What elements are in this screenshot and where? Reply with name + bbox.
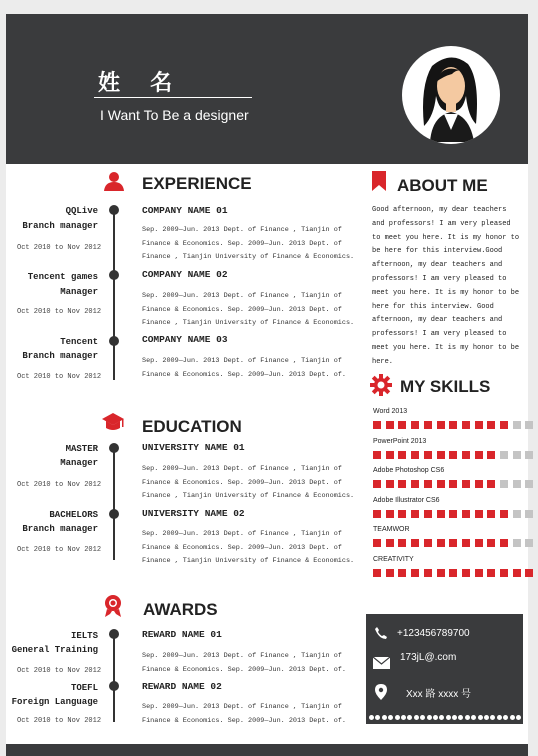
skill-square [424, 510, 432, 518]
skill-square [398, 569, 406, 577]
skill-square [386, 480, 394, 488]
university-name: UNIVERSITY NAME 02 [142, 508, 245, 519]
education-date: Oct 2010 to Nov 2012 [17, 546, 102, 554]
skill-square [475, 539, 483, 547]
email-address: 173jL@.com [400, 652, 457, 663]
decor-dot [382, 715, 387, 720]
skill-square [475, 510, 483, 518]
award-name-short: TOEFL [70, 683, 98, 693]
decor-dot [510, 715, 515, 720]
skill-square [487, 451, 495, 459]
skill-square [475, 480, 483, 488]
skill-square [525, 421, 533, 429]
decor-dot [497, 715, 502, 720]
skill-square [411, 569, 419, 577]
skill-square [424, 480, 432, 488]
skill-square [437, 569, 445, 577]
phone-icon [374, 626, 388, 645]
skill-name: Word 2013 [373, 408, 408, 415]
skill-level-bar [373, 451, 513, 459]
reward-description: Sep. 2009—Jun. 2013 Dept. of Finance , Tianjin of Finance & Economics. Sep. 2009—Jun. 2013 Dept. of. [142, 652, 346, 674]
skill-square [525, 480, 533, 488]
decor-dot [484, 715, 489, 720]
skill-square [386, 539, 394, 547]
reward-name: REWARD NAME 02 [142, 681, 222, 692]
skill-name: PowerPoint 2013 [373, 437, 427, 445]
decor-dot [452, 715, 457, 720]
company-name: COMPANY NAME 03 [142, 334, 228, 345]
skill-square [424, 539, 432, 547]
skill-square [411, 539, 419, 547]
skill-square [500, 539, 508, 547]
experience-company-short: Tencent [60, 337, 98, 347]
decor-dot [427, 715, 432, 720]
skill-name: Adobe Illustrator CS6 [373, 496, 440, 504]
award-date: Oct 2010 to Nov 2012 [17, 667, 102, 675]
decor-dot [516, 715, 521, 720]
skill-square [424, 569, 432, 577]
graduation-cap-icon [101, 411, 125, 438]
skill-square [525, 539, 533, 547]
skill-square [500, 510, 508, 518]
experience-role: Manager [60, 287, 98, 297]
resume-page [6, 14, 528, 756]
experience-title: EXPERIENCE [142, 174, 252, 193]
awards-title: AWARDS [143, 600, 218, 619]
timeline-dot [109, 270, 119, 280]
skill-square [525, 569, 533, 577]
decor-dot [401, 715, 406, 720]
skill-square [449, 539, 457, 547]
experience-timeline [113, 208, 115, 380]
skill-square [487, 421, 495, 429]
decor-dot [446, 715, 451, 720]
skill-square [411, 510, 419, 518]
bookmark-icon [372, 171, 386, 196]
header-banner [6, 14, 528, 164]
skill-square [513, 569, 521, 577]
person-icon [103, 171, 125, 196]
skill-level-bar [373, 569, 513, 577]
skill-square [449, 451, 457, 459]
dot-decoration [369, 715, 521, 721]
company-description: Sep. 2009—Jun. 2013 Dept. of Finance , Tianjin of Finance & Economics. Sep. 2009—Jun. 2013 Dept. of. [142, 357, 346, 379]
decor-dot [369, 715, 374, 720]
skill-square [386, 510, 394, 518]
awards-timeline [113, 630, 115, 722]
skill-square [437, 451, 445, 459]
decor-dot [490, 715, 495, 720]
skill-square [513, 421, 521, 429]
decor-dot [439, 715, 444, 720]
education-degree: MASTER [65, 444, 98, 454]
skill-square [462, 421, 470, 429]
award-name-short: IELTS [70, 631, 98, 641]
contact-box [366, 614, 523, 724]
skill-square [513, 510, 521, 518]
decor-dot [407, 715, 412, 720]
timeline-dot [109, 681, 119, 691]
experience-date: Oct 2010 to Nov 2012 [17, 308, 102, 316]
timeline-dot [109, 509, 119, 519]
skill-level-bar [373, 421, 513, 429]
education-timeline [113, 444, 115, 560]
experience-date: Oct 2010 to Nov 2012 [17, 244, 102, 252]
award-subtitle: Foreign Language [11, 697, 98, 707]
education-role: Manager [60, 458, 98, 468]
reward-description: Sep. 2009—Jun. 2013 Dept. of Finance , Tianjin of Finance & Economics. Sep. 2009—Jun. 2013 Dept. of. [142, 703, 346, 725]
skill-square [475, 421, 483, 429]
decor-dot [420, 715, 425, 720]
address: Xxx 路 xxxx 号 [406, 689, 472, 700]
skill-square [500, 569, 508, 577]
skill-square [475, 569, 483, 577]
phone-number: +123456789700 [397, 628, 470, 639]
skill-square [475, 451, 483, 459]
decor-dot [433, 715, 438, 720]
skill-square [386, 421, 394, 429]
skill-square [398, 421, 406, 429]
university-description: Sep. 2009—Jun. 2013 Dept. of Finance , Tianjin of Finance & Economics. Sep. 2009—Jun. 2013 Dept. of Finance , Tianjin University of Finance & Economics. [142, 530, 355, 565]
skill-square [462, 480, 470, 488]
skill-square [373, 421, 381, 429]
decor-dot [503, 715, 508, 720]
tagline: I Want To Be a designer [100, 107, 249, 123]
skill-square [398, 480, 406, 488]
skill-square [513, 539, 521, 547]
skill-square [424, 421, 432, 429]
about-title: ABOUT ME [397, 176, 488, 195]
company-description: Sep. 2009—Jun. 2013 Dept. of Finance , Tianjin of Finance & Economics. Sep. 2009—Jun. 2013 Dept. of Finance , Tianjin University of Finance & Economics. [142, 226, 355, 261]
skill-square [462, 510, 470, 518]
skill-square [500, 451, 508, 459]
experience-role: Branch manager [22, 221, 98, 231]
decor-dot [388, 715, 393, 720]
skill-square [525, 510, 533, 518]
avatar [402, 46, 500, 144]
skill-square [487, 480, 495, 488]
skill-name: TEAMWOR [373, 526, 410, 533]
skill-square [437, 421, 445, 429]
skill-name: Adobe Photoshop CS6 [373, 467, 445, 474]
skill-square [437, 510, 445, 518]
skill-square [373, 539, 381, 547]
skill-square [513, 480, 521, 488]
experience-company-short: QQLive [65, 206, 98, 216]
company-name: COMPANY NAME 01 [142, 205, 228, 216]
skills-title: MY SKILLS [400, 377, 491, 396]
decor-dot [395, 715, 400, 720]
skill-square [424, 451, 432, 459]
skill-level-bar [373, 510, 513, 518]
skill-square [462, 569, 470, 577]
company-name: COMPANY NAME 02 [142, 269, 228, 280]
experience-date: Oct 2010 to Nov 2012 [17, 373, 102, 381]
award-date: Oct 2010 to Nov 2012 [17, 717, 102, 725]
experience-company-short: Tencent games [27, 272, 98, 282]
email-icon [373, 656, 390, 674]
location-pin-icon [375, 684, 387, 705]
timeline-dot [109, 205, 119, 215]
skill-square [373, 480, 381, 488]
decor-dot [414, 715, 419, 720]
skill-square [449, 480, 457, 488]
timeline-dot [109, 336, 119, 346]
skill-square [411, 421, 419, 429]
skill-square [449, 510, 457, 518]
university-description: Sep. 2009—Jun. 2013 Dept. of Finance , Tianjin of Finance & Economics. Sep. 2009—Jun. 2013 Dept. of Finance , Tianjin University of Finance & Economics. [142, 465, 355, 500]
skill-level-bar [373, 480, 513, 488]
skill-square [500, 421, 508, 429]
skill-square [525, 451, 533, 459]
award-subtitle: General Training [11, 645, 98, 655]
education-date: Oct 2010 to Nov 2012 [17, 481, 102, 489]
skill-square [411, 480, 419, 488]
education-degree: BACHELORS [49, 510, 98, 520]
skill-square [398, 510, 406, 518]
skill-square [386, 569, 394, 577]
footer-bar [6, 744, 528, 756]
university-name: UNIVERSITY NAME 01 [142, 442, 245, 453]
timeline-dot [109, 443, 119, 453]
person-name: 姓 名 [98, 70, 185, 95]
skill-name: CREATIVITY [373, 555, 414, 563]
education-title: EDUCATION [142, 417, 242, 436]
skill-square [386, 451, 394, 459]
skill-square [437, 539, 445, 547]
skill-square [487, 569, 495, 577]
skill-level-bar [373, 539, 513, 547]
skill-square [437, 480, 445, 488]
timeline-dot [109, 629, 119, 639]
company-description: Sep. 2009—Jun. 2013 Dept. of Finance , Tianjin of Finance & Economics. Sep. 2009—Jun. 2013 Dept. of Finance , Tianjin University of Finance & Economics. [142, 292, 355, 327]
skill-square [373, 569, 381, 577]
decor-dot [478, 715, 483, 720]
gear-icon [370, 374, 392, 401]
education-role: Branch manager [22, 524, 98, 534]
about-text: Good afternoon, my dear teachers and professors! I am very pleased to meet you here. It is my honor to be here for this interview.Good afternoon, my dear teachers and professors! I am very pleased to meet you here. It is my honor to be here for this interview. Good afternoon, my dear teachers and professors! I am very pleased to meet you here. It is my honor to be here. [372, 206, 520, 366]
skill-square [487, 510, 495, 518]
skill-square [411, 451, 419, 459]
header-divider [94, 97, 252, 98]
skill-square [373, 510, 381, 518]
decor-dot [465, 715, 470, 720]
decor-dot [375, 715, 380, 720]
skill-square [398, 539, 406, 547]
experience-role: Branch manager [22, 351, 98, 361]
reward-name: REWARD NAME 01 [142, 629, 222, 640]
skill-square [513, 451, 521, 459]
decor-dot [458, 715, 463, 720]
skill-square [398, 451, 406, 459]
skill-square [500, 480, 508, 488]
decor-dot [471, 715, 476, 720]
skill-square [462, 539, 470, 547]
award-medal-icon [103, 594, 123, 623]
skill-square [373, 451, 381, 459]
skill-square [462, 451, 470, 459]
skill-square [487, 539, 495, 547]
skill-square [449, 421, 457, 429]
skill-square [449, 569, 457, 577]
